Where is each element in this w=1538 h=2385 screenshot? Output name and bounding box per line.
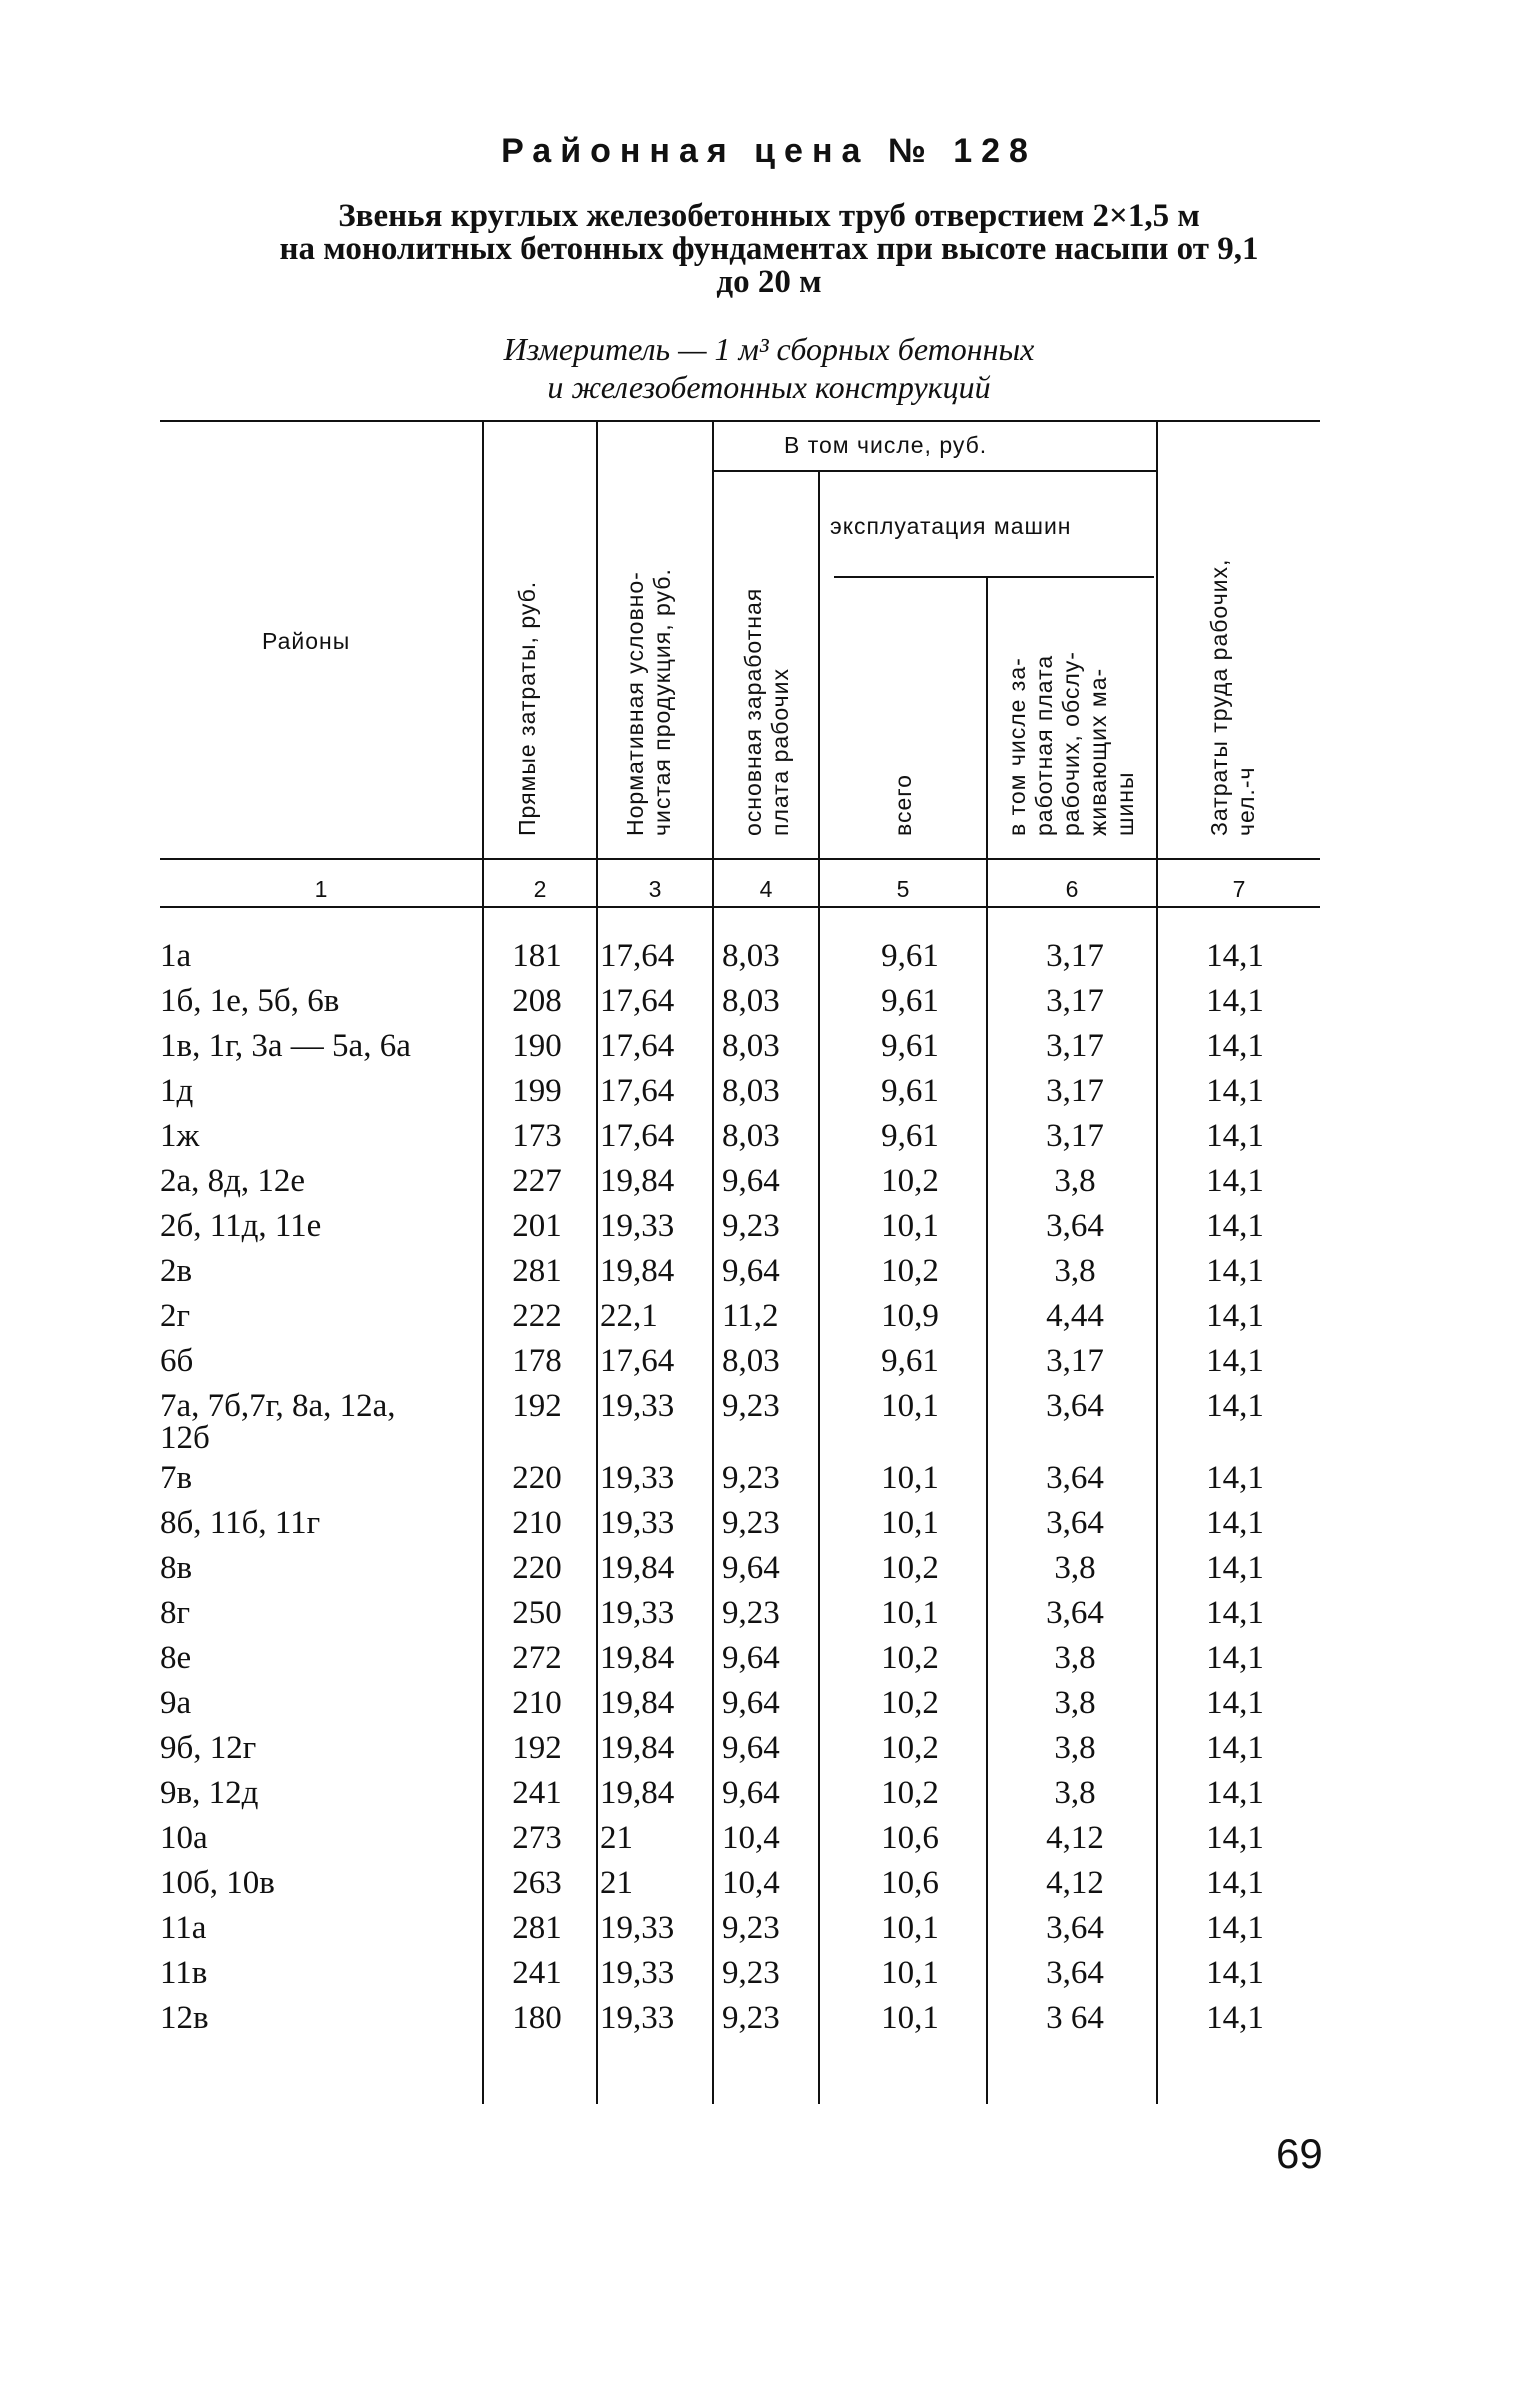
- wages-cell: 8,03: [722, 1343, 780, 1379]
- labor-cell: 14,1: [1206, 1208, 1264, 1244]
- region-cell: 2б, 11д, 11е: [160, 1208, 322, 1244]
- direct-costs-cell: 178: [512, 1343, 562, 1379]
- region-cell: 10б, 10в: [160, 1865, 275, 1901]
- machinist-wages-cell: 3,17: [1046, 938, 1104, 974]
- machinist-wages-cell: 4,44: [1046, 1298, 1104, 1334]
- table-row: [0, 1388, 1538, 1458]
- page-title: Районная цена № 128: [501, 132, 1037, 170]
- wages-cell: 9,23: [722, 1955, 780, 1991]
- normative-cell: 17,64: [600, 1343, 675, 1379]
- direct-costs-cell: 281: [512, 1253, 562, 1289]
- machines-total-cell: 10,6: [881, 1820, 939, 1856]
- region-cell: 11в: [160, 1955, 208, 1991]
- direct-costs-cell: 263: [512, 1865, 562, 1901]
- machinist-wages-cell: 3,17: [1046, 1028, 1104, 1064]
- machines-total-cell: 10,9: [881, 1298, 939, 1334]
- normative-cell: 19,84: [600, 1550, 675, 1586]
- machines-total-cell: 10,2: [881, 1640, 939, 1676]
- table-row: [0, 938, 1538, 982]
- machinist-wages-cell: 3,8: [1054, 1730, 1096, 1766]
- region-cell: 10а: [160, 1820, 208, 1856]
- table-row: [0, 1865, 1538, 1909]
- machines-rule: [834, 576, 1154, 578]
- normative-cell: 19,84: [600, 1163, 675, 1199]
- direct-costs-cell: 210: [512, 1685, 562, 1721]
- column-number-1: 1: [314, 876, 328, 902]
- labor-cell: 14,1: [1206, 938, 1264, 974]
- machinist-wages-cell: 3,8: [1054, 1253, 1096, 1289]
- machines-total-cell: 10,1: [881, 1460, 939, 1496]
- normative-cell: 17,64: [600, 1118, 675, 1154]
- wages-cell: 9,64: [722, 1730, 780, 1766]
- region-cell-continued: 12б: [160, 1420, 210, 1456]
- table-row: [0, 1955, 1538, 1999]
- region-cell: 8в: [160, 1550, 193, 1586]
- table-row: [0, 1298, 1538, 1342]
- machines-total-cell: 9,61: [881, 1028, 939, 1064]
- wages-cell: 8,03: [722, 983, 780, 1019]
- header-wages-line-1: основная заработная: [740, 587, 766, 836]
- labor-cell: 14,1: [1206, 1955, 1264, 1991]
- region-cell: 7а, 7б,7г, 8а, 12а,: [160, 1388, 396, 1424]
- machinist-wages-cell: 3,8: [1054, 1163, 1096, 1199]
- region-cell: 6б: [160, 1343, 194, 1379]
- machines-total-cell: 10,1: [881, 1388, 939, 1424]
- region-cell: 9а: [160, 1685, 192, 1721]
- direct-costs-cell: 180: [512, 2000, 562, 2036]
- region-cell: 7в: [160, 1460, 193, 1496]
- machinist-wages-cell: 3,64: [1046, 1505, 1104, 1541]
- header-normative-line-2: чистая продукция, руб.: [649, 568, 675, 836]
- wages-cell: 9,23: [722, 1595, 780, 1631]
- wages-cell: 9,23: [722, 1505, 780, 1541]
- labor-cell: 14,1: [1206, 1253, 1264, 1289]
- table-row: [0, 1253, 1538, 1297]
- direct-costs-cell: 281: [512, 1910, 562, 1946]
- header-including: В том числе, руб.: [784, 432, 988, 458]
- column-number-7: 7: [1232, 876, 1246, 902]
- header-total: всего: [890, 774, 916, 836]
- normative-cell: 19,84: [600, 1685, 675, 1721]
- table-row: [0, 1640, 1538, 1684]
- machinist-wages-cell: 3,8: [1054, 1685, 1096, 1721]
- machinist-wages-cell: 3,64: [1046, 1208, 1104, 1244]
- machinist-wages-cell: 4,12: [1046, 1865, 1104, 1901]
- labor-cell: 14,1: [1206, 1775, 1264, 1811]
- machinist-wages-cell: 4,12: [1046, 1820, 1104, 1856]
- labor-cell: 14,1: [1206, 1730, 1264, 1766]
- machines-total-cell: 10,1: [881, 1955, 939, 1991]
- machines-total-cell: 10,2: [881, 1685, 939, 1721]
- machinist-wages-cell: 3,17: [1046, 1073, 1104, 1109]
- normative-cell: 17,64: [600, 938, 675, 974]
- header-normative-products: [622, 568, 676, 836]
- labor-cell: 14,1: [1206, 1820, 1264, 1856]
- labor-cell: 14,1: [1206, 1505, 1264, 1541]
- header-direct-costs: Прямые затраты, руб.: [514, 580, 540, 836]
- region-cell: 9б, 12г: [160, 1730, 257, 1766]
- machinist-wages-cell: 3,64: [1046, 1388, 1104, 1424]
- region-cell: 1а: [160, 938, 192, 974]
- region-cell: 12в: [160, 2000, 209, 2036]
- table-row: [0, 1208, 1538, 1252]
- wages-cell: 9,64: [722, 1550, 780, 1586]
- normative-cell: 17,64: [600, 1073, 675, 1109]
- table-row: [0, 1073, 1538, 1117]
- normative-cell: 19,33: [600, 1595, 675, 1631]
- machines-total-cell: 10,1: [881, 1208, 939, 1244]
- table-row: [0, 1775, 1538, 1819]
- table-row: [0, 2000, 1538, 2044]
- header-machinist-wages: [1004, 651, 1139, 836]
- labor-cell: 14,1: [1206, 1865, 1264, 1901]
- wages-cell: 8,03: [722, 1028, 780, 1064]
- direct-costs-cell: 250: [512, 1595, 562, 1631]
- wages-cell: 9,23: [722, 2000, 780, 2036]
- table-row: [0, 1163, 1538, 1207]
- machinist-wages-cell: 3,17: [1046, 1118, 1104, 1154]
- direct-costs-cell: 173: [512, 1118, 562, 1154]
- normative-cell: 19,33: [600, 1460, 675, 1496]
- normative-cell: 19,84: [600, 1253, 675, 1289]
- labor-cell: 14,1: [1206, 1163, 1264, 1199]
- direct-costs-cell: 210: [512, 1505, 562, 1541]
- page-number: 69: [1276, 2130, 1323, 2177]
- table-row: [0, 1820, 1538, 1864]
- including-rule: [712, 470, 1158, 472]
- column-numbers-rule: [160, 906, 1320, 908]
- header-machine-operation: эксплуатация машин: [830, 513, 1072, 539]
- machines-total-cell: 10,2: [881, 1550, 939, 1586]
- region-cell: 8б, 11б, 11г: [160, 1505, 321, 1541]
- column-number-4: 4: [759, 876, 773, 902]
- machines-total-cell: 10,2: [881, 1163, 939, 1199]
- machines-total-cell: 10,1: [881, 1910, 939, 1946]
- machinist-wages-cell: 3 64: [1046, 2000, 1104, 2036]
- direct-costs-cell: 227: [512, 1163, 562, 1199]
- labor-cell: 14,1: [1206, 1595, 1264, 1631]
- normative-cell: 17,64: [600, 983, 675, 1019]
- direct-costs-cell: 208: [512, 983, 562, 1019]
- labor-cell: 14,1: [1206, 1073, 1264, 1109]
- labor-cell: 14,1: [1206, 1388, 1264, 1424]
- wages-cell: 9,64: [722, 1253, 780, 1289]
- header-machinist-line-5: шины: [1112, 771, 1138, 836]
- table-row: [0, 1028, 1538, 1072]
- header-regions: Районы: [262, 628, 351, 654]
- machines-total-cell: 9,61: [881, 983, 939, 1019]
- wages-cell: 9,23: [722, 1910, 780, 1946]
- direct-costs-cell: 201: [512, 1208, 562, 1244]
- unit-line-1: Измеритель — 1 м³ сборных бетонных: [503, 331, 1035, 367]
- header-machinist-line-3: рабочих, обслу-: [1058, 651, 1084, 836]
- machinist-wages-cell: 3,64: [1046, 1460, 1104, 1496]
- machines-total-cell: 10,1: [881, 1505, 939, 1541]
- machines-total-cell: 10,2: [881, 1730, 939, 1766]
- region-cell: 8е: [160, 1640, 192, 1676]
- table-row: [0, 1730, 1538, 1774]
- table-top-rule: [160, 420, 1320, 422]
- subtitle-line-2: на монолитных бетонных фундаментах при высоте насыпи от 9,1: [279, 231, 1259, 267]
- labor-cell: 14,1: [1206, 1298, 1264, 1334]
- labor-cell: 14,1: [1206, 1550, 1264, 1586]
- header-bottom-rule: [160, 858, 1320, 860]
- labor-cell: 14,1: [1206, 1640, 1264, 1676]
- machines-total-cell: 10,1: [881, 2000, 939, 2036]
- wages-cell: 9,23: [722, 1388, 780, 1424]
- wages-cell: 8,03: [722, 938, 780, 974]
- machines-total-cell: 9,61: [881, 1073, 939, 1109]
- header-machinist-line-4: живающих ма-: [1085, 667, 1111, 836]
- direct-costs-cell: 222: [512, 1298, 562, 1334]
- header-machinist-line-2: работная плата: [1031, 654, 1057, 836]
- direct-costs-cell: 220: [512, 1460, 562, 1496]
- wages-cell: 9,64: [722, 1640, 780, 1676]
- header-wages-line-2: плата рабочих: [767, 668, 793, 836]
- normative-cell: 21: [600, 1820, 633, 1856]
- header-machinist-line-1: в том числе за-: [1004, 657, 1030, 836]
- region-cell: 1ж: [160, 1118, 200, 1154]
- wages-cell: 9,23: [722, 1460, 780, 1496]
- labor-cell: 14,1: [1206, 983, 1264, 1019]
- region-cell: 2а, 8д, 12е: [160, 1163, 306, 1199]
- wages-cell: 9,64: [722, 1163, 780, 1199]
- wages-cell: 9,64: [722, 1775, 780, 1811]
- region-cell: 1в, 1г, 3а — 5а, 6а: [160, 1028, 411, 1064]
- machinist-wages-cell: 3,17: [1046, 1343, 1104, 1379]
- column-number-5: 5: [896, 876, 910, 902]
- subtitle-line-3: до 20 м: [716, 264, 822, 300]
- region-cell: 11а: [160, 1910, 207, 1946]
- machines-total-cell: 10,6: [881, 1865, 939, 1901]
- wages-cell: 10,4: [722, 1820, 780, 1856]
- region-cell: 8г: [160, 1595, 191, 1631]
- table-row: [0, 1118, 1538, 1162]
- header-labor: [1206, 559, 1260, 836]
- normative-cell: 19,33: [600, 1208, 675, 1244]
- header-labor-line-2: чел.-ч: [1233, 766, 1259, 836]
- table-row: [0, 1685, 1538, 1729]
- direct-costs-cell: 241: [512, 1955, 562, 1991]
- wages-cell: 8,03: [722, 1118, 780, 1154]
- machinist-wages-cell: 3,64: [1046, 1595, 1104, 1631]
- wages-cell: 9,23: [722, 1208, 780, 1244]
- machines-total-cell: 10,1: [881, 1595, 939, 1631]
- wages-cell: 10,4: [722, 1865, 780, 1901]
- machines-total-cell: 9,61: [881, 1118, 939, 1154]
- normative-cell: 19,84: [600, 1640, 675, 1676]
- region-cell: 2г: [160, 1298, 191, 1334]
- unit-line-2: и железобетонных конструкций: [547, 369, 991, 405]
- labor-cell: 14,1: [1206, 1910, 1264, 1946]
- table-row: [0, 1343, 1538, 1387]
- machinist-wages-cell: 3,8: [1054, 1550, 1096, 1586]
- direct-costs-cell: 181: [512, 938, 562, 974]
- header-labor-line-1: Затраты труда рабочих,: [1206, 558, 1232, 836]
- table-row: [0, 1550, 1538, 1594]
- labor-cell: 14,1: [1206, 1460, 1264, 1496]
- header-normative-line-1: Нормативная условно-: [622, 571, 648, 836]
- normative-cell: 17,64: [600, 1028, 675, 1064]
- wages-cell: 9,64: [722, 1685, 780, 1721]
- machines-total-cell: 9,61: [881, 938, 939, 974]
- machines-total-cell: 10,2: [881, 1775, 939, 1811]
- direct-costs-cell: 272: [512, 1640, 562, 1676]
- normative-cell: 19,33: [600, 1910, 675, 1946]
- direct-costs-cell: 241: [512, 1775, 562, 1811]
- normative-cell: 19,33: [600, 1505, 675, 1541]
- column-number-2: 2: [533, 876, 547, 902]
- normative-cell: 19,84: [600, 1775, 675, 1811]
- region-cell: 9в, 12д: [160, 1775, 259, 1811]
- normative-cell: 22,1: [600, 1298, 658, 1334]
- machinist-wages-cell: 3,64: [1046, 1910, 1104, 1946]
- labor-cell: 14,1: [1206, 1118, 1264, 1154]
- machines-total-cell: 9,61: [881, 1343, 939, 1379]
- normative-cell: 19,33: [600, 1955, 675, 1991]
- subtitle-line-1: Звенья круглых железобетонных труб отверстием 2×1,5 м: [338, 198, 1200, 234]
- normative-cell: 21: [600, 1865, 633, 1901]
- column-number-3: 3: [648, 876, 662, 902]
- region-cell: 1д: [160, 1073, 194, 1109]
- machinist-wages-cell: 3,8: [1054, 1775, 1096, 1811]
- region-cell: 1б, 1е, 5б, 6в: [160, 983, 340, 1019]
- direct-costs-cell: 192: [512, 1730, 562, 1766]
- direct-costs-cell: 190: [512, 1028, 562, 1064]
- header-wages: [740, 588, 794, 836]
- table-row: [0, 1505, 1538, 1549]
- normative-cell: 19,33: [600, 2000, 675, 2036]
- labor-cell: 14,1: [1206, 2000, 1264, 2036]
- labor-cell: 14,1: [1206, 1028, 1264, 1064]
- machinist-wages-cell: 3,17: [1046, 983, 1104, 1019]
- table-row: [0, 1910, 1538, 1954]
- labor-cell: 14,1: [1206, 1685, 1264, 1721]
- table-row: [0, 1460, 1538, 1504]
- wages-cell: 8,03: [722, 1073, 780, 1109]
- machines-total-cell: 10,2: [881, 1253, 939, 1289]
- labor-cell: 14,1: [1206, 1343, 1264, 1379]
- table-row: [0, 983, 1538, 1027]
- unit-of-measure: [0, 330, 1538, 406]
- direct-costs-cell: 220: [512, 1550, 562, 1586]
- wages-cell: 11,2: [722, 1298, 779, 1334]
- direct-costs-cell: 192: [512, 1388, 562, 1424]
- direct-costs-cell: 273: [512, 1820, 562, 1856]
- normative-cell: 19,33: [600, 1388, 675, 1424]
- direct-costs-cell: 199: [512, 1073, 562, 1109]
- normative-cell: 19,84: [600, 1730, 675, 1766]
- machinist-wages-cell: 3,8: [1054, 1640, 1096, 1676]
- subtitle: [0, 200, 1538, 299]
- table-row: [0, 1595, 1538, 1639]
- region-cell: 2в: [160, 1253, 193, 1289]
- column-number-6: 6: [1065, 876, 1079, 902]
- machinist-wages-cell: 3,64: [1046, 1955, 1104, 1991]
